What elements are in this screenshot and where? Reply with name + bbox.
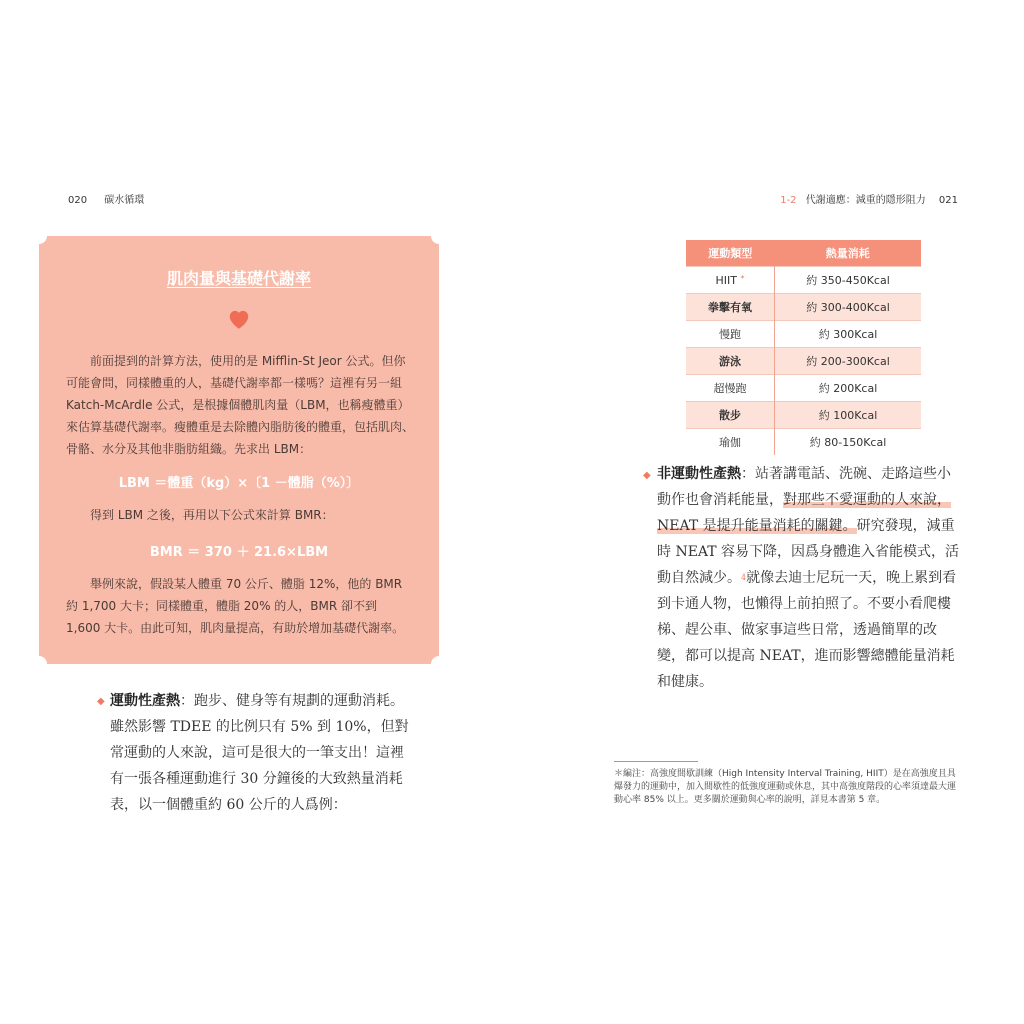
right-page-number: 021 (938, 195, 958, 206)
section-number: 1-2 (780, 195, 797, 206)
sidebar-paragraph-2: 得到 LBM 之後，再用以下公式來計算 BMR： (90, 508, 334, 522)
left-page-header (68, 191, 144, 206)
sidebar-paragraph-3: 舉例來說，假設某人體重 70 公斤、體脂 12%，他的 BMR 約 1,700 大卡；同樣體重，體脂 20% 的人，BMR 卻不到 1,600 大卡。由此可知，肌肉量提高，有助於增加基礎代謝率。 (66, 577, 405, 635)
bullet-diamond-icon: ◆ (97, 696, 105, 707)
editor-note: ＊編注：高強度間歇訓練（High Intensity Interval Training, HIIT）是在高強度且具爆發力的運動中，加入間歇性的低強度運動或休息，其中高強度階段的心率須達最大運動心率 85% 以上。更多關於運動與心率的說明，詳見本書第 5 章。 (614, 769, 957, 805)
book-title: 碳水循環 (104, 195, 145, 206)
exercise-term: 運動性產熱 (110, 693, 180, 709)
calorie-cell: 約 200-300Kcal (775, 348, 922, 375)
exercise-type-cell: 超慢跑 (686, 375, 775, 402)
table-row (686, 294, 921, 321)
exercise-type-cell: 散步 (686, 402, 775, 429)
box-corner-notch (431, 656, 447, 672)
footnote-divider (614, 761, 698, 762)
bmr-formula: BMR ＝ 370 ＋ 21.6×LBM (149, 545, 329, 560)
table-row (686, 267, 921, 294)
table-row (686, 375, 921, 402)
neat-highlight: 對那些不愛運動的人來說，NEAT 是提升能量消耗的關鍵。 (657, 492, 951, 534)
left-page-number: 020 (68, 195, 88, 206)
exercise-type-cell: 游泳 (686, 348, 775, 375)
exercise-type-cell: 慢跑 (686, 321, 775, 348)
table-row (686, 402, 921, 429)
calorie-cell: 約 300Kcal (775, 321, 922, 348)
sidebar-title: 肌肉量與基礎代謝率 (166, 269, 311, 288)
exercise-text: ：跑步、健身等有規劃的運動消耗。雖然影響 TDEE 的比例只有 5% 到 10%，但對常運動的人來說，這可是很大的一筆支出！這裡有一張各種運動進行 30 分鐘後的大致熱量消耗表，以一個體重約 60 公斤的人爲例： (110, 693, 409, 813)
chapter-title: 代謝適應：減重的隱形阻力 (805, 195, 926, 206)
calorie-cell: 約 100Kcal (775, 402, 922, 429)
column-header: 熱量消耗 (775, 240, 922, 267)
calorie-table (686, 240, 921, 455)
neat-term: 非運動性產熱 (657, 466, 741, 482)
calorie-cell: 約 300-400Kcal (775, 294, 922, 321)
neat-text-b: 研究發現，減重時 NEAT 容易下降，因爲身體進入省能模式，活動自然減少。 (657, 518, 960, 586)
column-header: 運動類型 (686, 240, 775, 267)
footnote-reference: 4 (741, 573, 747, 582)
bullet-diamond-icon: ◆ (643, 470, 651, 481)
table-row (686, 321, 921, 348)
box-corner-notch (31, 228, 47, 244)
table-header-row (686, 240, 921, 267)
neat-text-c: 就像去迪士尼玩一天，晚上累到看到卡通人物，也懶得上前拍照了。不要小看爬樓梯、趕公車、做家事這些日常，透過簡單的改變，都可以提高 NEAT，進而影響總體能量消耗和健康。 (657, 570, 957, 690)
right-page-header (780, 191, 958, 206)
sidebar-paragraph-1: 前面提到的計算方法，使用的是 Mifflin-St Jeor 公式。但你可能會問，同樣體重的人，基礎代謝率都一樣嗎？這裡有另一組 Katch-McArdle 公式，是根據個體肌肉量（LBM，也稱瘦體重）來估算基礎代謝率。瘦體重是去除體內脂肪後的體重，包括肌肉、骨骼、水分及其他非脂肪組織。先求出 LBM： (66, 354, 415, 456)
neat-paragraph (657, 461, 963, 695)
lbm-formula: LBM ＝體重（kg）×〔1 －體脂（%）〕 (118, 476, 360, 491)
table-row (686, 348, 921, 375)
asterisk-mark: * (740, 273, 745, 283)
calorie-cell: 約 200Kcal (775, 375, 922, 402)
table-row (686, 429, 921, 456)
box-corner-notch (31, 656, 47, 672)
box-corner-notch (431, 228, 447, 244)
calorie-cell: 約 350-450Kcal (775, 267, 922, 294)
exercise-type-cell: HIIT * (686, 267, 775, 294)
exercise-type-cell: 瑜伽 (686, 429, 775, 456)
exercise-type-cell: 拳擊有氧 (686, 294, 775, 321)
neat-text-a: ：站著講電話、洗碗、走路這些小動作也會消耗能量， (657, 466, 951, 508)
heart-icon (226, 306, 252, 332)
calorie-cell: 約 80-150Kcal (775, 429, 922, 456)
exercise-paragraph (110, 688, 410, 818)
